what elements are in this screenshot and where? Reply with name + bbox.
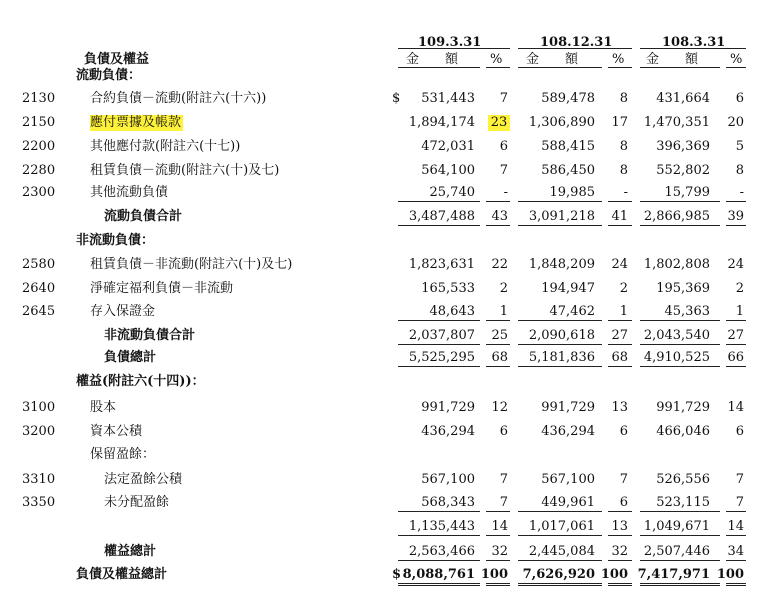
amount-cell: 436,294 [421,424,475,439]
amount-cell: 567,100 [541,472,595,487]
account-code: 2150 [22,115,56,130]
section-retained-earnings: 保留盈餘： [90,447,156,462]
pct-cell: 32 [611,544,628,559]
pct-cell: 6 [499,139,508,154]
amount-header-1: 金 額 [406,52,459,67]
pct-cell: 68 [491,350,508,365]
amount-header-3: 金 額 [646,52,699,67]
account-label: 其他應付款(附註六(十七)) [90,139,241,154]
account-label-highlighted: 應付票據及帳款 [90,115,182,130]
amount-cell: 15,799 [664,185,710,200]
pct-cell: 6 [619,495,628,510]
amount-cell: 396,369 [656,139,710,154]
pct-cell: 8 [619,139,628,154]
pct-cell: 17 [611,115,628,130]
amount-cell: 1,135,443 [408,519,475,534]
pct-cell: 8 [735,163,744,178]
amount-cell: 567,100 [421,472,475,487]
amount-cell: 3,487,488 [408,209,475,224]
amount-cell: 1,470,351 [643,115,710,130]
pct-cell: 8 [619,163,628,178]
account-label: 合約負債－流動(附註六(十六)) [90,91,267,106]
pct-cell: 2 [735,281,744,296]
amount-cell: 45,363 [664,304,710,319]
amount-cell: 1,017,061 [528,519,595,534]
pct-cell: 24 [727,257,744,272]
amount-cell: 3,091,218 [528,209,595,224]
section-current-liabilities: 流動負債： [76,68,142,83]
pct-cell: 27 [727,328,744,343]
amount-cell: 5,525,295 [408,350,475,365]
pct-cell: 41 [611,209,628,224]
account-label: 租賃負債－流動(附註六(十)及七) [90,163,280,178]
amount-cell: 449,961 [541,495,595,510]
amount-cell: 568,343 [421,495,475,510]
pct-cell: 100 [480,567,508,582]
account-code: 3350 [22,495,56,510]
period-header-3: 108.3.31 [662,35,726,50]
total-equity-label: 權益總計 [104,544,157,559]
account-code: 2200 [22,139,56,154]
pct-cell: 1 [619,304,628,319]
amount-cell: 466,046 [656,424,710,439]
account-code: 2645 [22,304,56,319]
pct-cell: - [739,185,744,200]
currency-symbol: $ [392,567,402,582]
pct-cell: 7 [499,472,508,487]
account-label: 其他流動負債 [90,185,169,200]
pct-cell-highlighted: 23 [488,115,510,131]
pct-cell: 24 [611,257,628,272]
amount-cell: 2,866,985 [643,209,710,224]
amount-cell: 165,533 [421,281,475,296]
account-code: 2280 [22,163,56,178]
amount-cell: 2,563,466 [408,544,475,559]
amount-header-2: 金 額 [526,52,579,67]
account-label: 資本公積 [90,424,143,439]
pct-cell: 20 [727,115,744,130]
pct-cell: 22 [491,257,508,272]
currency-symbol: $ [392,91,401,106]
amount-cell: 431,664 [656,91,710,106]
amount-cell: 48,643 [429,304,475,319]
account-label: 淨確定福利負債－非流動 [90,281,234,296]
grand-total-label: 負債及權益總計 [76,567,168,582]
section-noncurrent-liabilities: 非流動負債： [76,233,155,248]
amount-cell: 47,462 [549,304,595,319]
pct-cell: 32 [491,544,508,559]
amount-cell: 194,947 [541,281,595,296]
account-label: 股本 [90,400,117,415]
account-code: 3100 [22,400,56,415]
pct-cell: 6 [735,91,744,106]
amount-cell: 991,729 [421,400,475,415]
amount-cell: 8,088,761 [402,567,475,582]
amount-cell: 2,445,084 [528,544,595,559]
subtotal-label: 非流動負債合計 [104,328,196,343]
amount-cell: 1,823,631 [408,257,475,272]
amount-cell: 523,115 [656,495,710,510]
pct-cell: 39 [727,209,744,224]
account-code: 3310 [22,472,56,487]
amount-cell: 1,894,174 [408,115,475,130]
pct-cell: 6 [735,424,744,439]
account-label: 租賃負債－非流動(附註六(十)及七) [90,257,293,272]
amount-cell: 991,729 [541,400,595,415]
page-title: 負債及權益 [84,52,150,67]
section-equity: 權益(附註六(十四))： [76,374,205,389]
pct-cell: 43 [491,209,508,224]
amount-cell: 195,369 [656,281,710,296]
account-label: 法定盈餘公積 [104,472,183,487]
pct-cell: 25 [491,328,508,343]
pct-cell: 13 [611,519,628,534]
amount-cell: 5,181,836 [528,350,595,365]
amount-cell: 1,306,890 [528,115,595,130]
amount-cell: 526,556 [656,472,710,487]
pct-cell: 1 [499,304,508,319]
pct-cell: 12 [491,400,508,415]
pct-cell: 34 [727,544,744,559]
pct-cell: 1 [735,304,744,319]
amount-cell: 4,910,525 [643,350,710,365]
pct-cell: 7 [499,495,508,510]
pct-cell: 7 [619,472,628,487]
amount-cell: 1,802,808 [643,257,710,272]
amount-cell: 472,031 [421,139,475,154]
amount-cell: 589,478 [541,91,595,106]
amount-cell: 7,626,920 [522,567,595,582]
account-code: 3200 [22,424,56,439]
account-code: 2130 [22,91,56,106]
account-label: 未分配盈餘 [104,495,170,510]
account-code: 2300 [22,185,56,200]
amount-cell: 531,443 [421,91,475,106]
pct-cell: 6 [499,424,508,439]
amount-cell: 1,848,209 [528,257,595,272]
pct-cell: 2 [619,281,628,296]
amount-cell: 2,090,618 [528,328,595,343]
account-code: 2640 [22,281,56,296]
pct-cell: 8 [619,91,628,106]
amount-cell: 19,985 [549,185,595,200]
pct-cell: 7 [499,163,508,178]
amount-cell: 436,294 [541,424,595,439]
pct-cell: 14 [727,400,744,415]
pct-cell: 27 [611,328,628,343]
period-header-1: 109.3.31 [418,35,482,50]
amount-cell: 564,100 [421,163,475,178]
pct-cell: - [623,185,628,200]
amount-cell: 25,740 [429,185,475,200]
account-label: 存入保證金 [90,304,156,319]
pct-cell: 7 [735,495,744,510]
amount-cell: 2,507,446 [643,544,710,559]
pct-cell: 68 [611,350,628,365]
account-code: 2580 [22,257,56,272]
pct-cell: 7 [499,91,508,106]
amount-cell: 588,415 [541,139,595,154]
amount-cell: 2,037,807 [408,328,475,343]
pct-cell: 14 [727,519,744,534]
pct-cell: 100 [716,567,744,582]
total-liabilities-label: 負債總計 [104,350,157,365]
pct-cell: 66 [727,350,744,365]
pct-header-1: % [490,52,503,67]
pct-header-2: % [612,52,625,67]
amount-cell: 552,802 [656,163,710,178]
amount-cell: 586,450 [541,163,595,178]
amount-cell: 7,417,971 [637,567,710,582]
pct-cell: 7 [735,472,744,487]
pct-cell: 6 [619,424,628,439]
pct-header-3: % [730,52,743,67]
period-header-2: 108.12.31 [540,35,613,50]
pct-cell: - [503,185,508,200]
pct-cell: 5 [735,139,744,154]
pct-cell: 100 [600,567,628,582]
pct-cell: 13 [611,400,628,415]
amount-cell: 2,043,540 [643,328,710,343]
pct-cell: 2 [499,281,508,296]
pct-cell: 14 [491,519,508,534]
subtotal-label: 流動負債合計 [104,209,183,224]
amount-cell: 991,729 [656,400,710,415]
amount-cell: 1,049,671 [643,519,710,534]
